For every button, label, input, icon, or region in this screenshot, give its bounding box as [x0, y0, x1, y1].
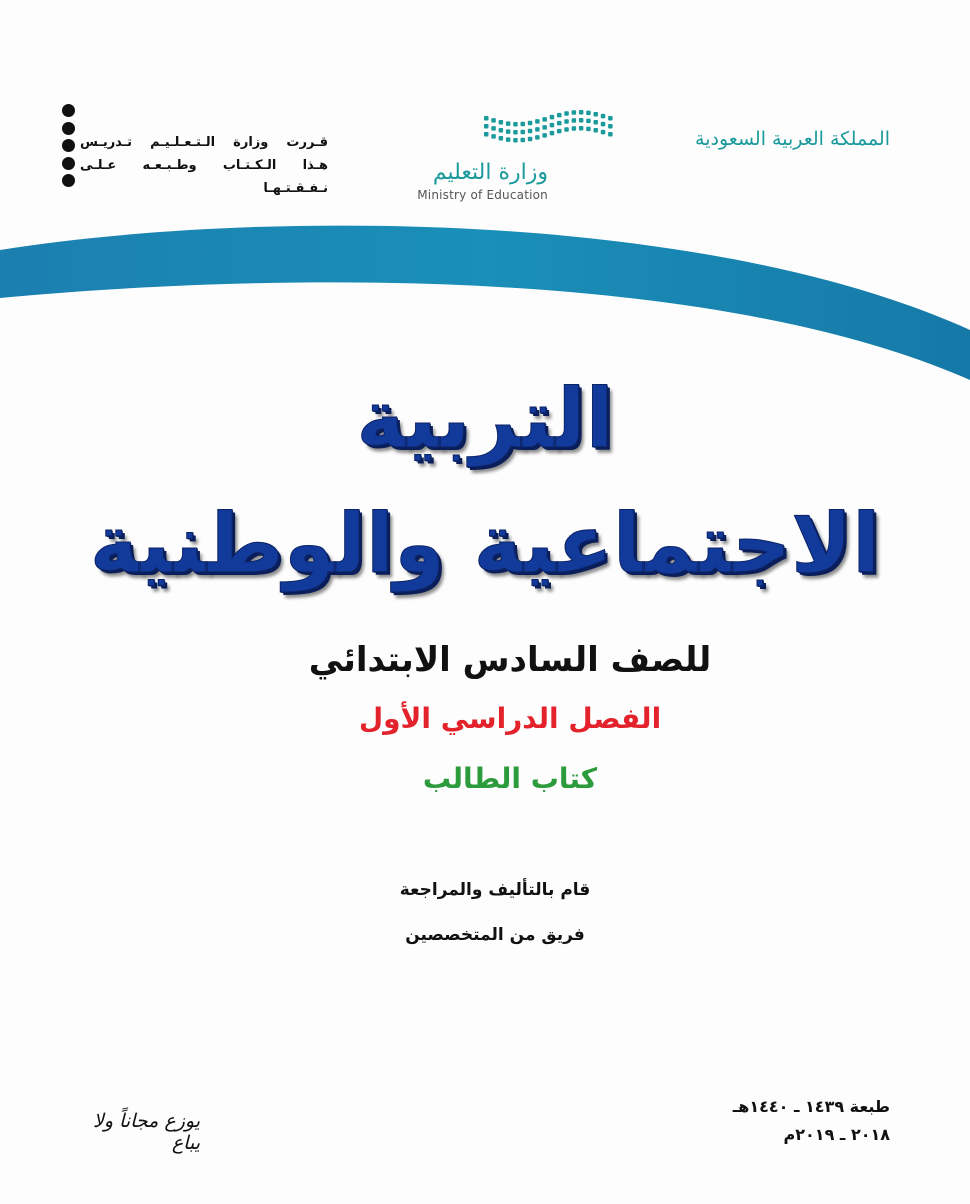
- book-type-label: كتاب الطالب: [422, 762, 598, 795]
- authors-line-1: قام بالتأليف والمراجعة: [399, 880, 591, 900]
- decree-line-2: هـذا الـكـتـاب وطـبـعـه عـلـى نـفـقـتـهـا: [80, 158, 328, 196]
- edition-hijri: طبعة ١٤٣٩ ـ ١٤٤٠هـ: [732, 1097, 890, 1116]
- free-distribution-note: يوزع مجاناً ولا يباع: [92, 1110, 200, 1154]
- kingdom-name: المملكة العربية السعودية: [695, 128, 890, 150]
- title-line-1: التربية: [356, 372, 614, 467]
- ministry-name-english: Ministry of Education: [417, 188, 548, 202]
- edition-gregorian: ٢٠١٨ ـ ٢٠١٩م: [783, 1125, 890, 1144]
- term-label: الفصل الدراسي الأول: [358, 702, 662, 735]
- bullet-dot: [62, 139, 75, 152]
- decree-line-1: قـررت وزارة الـتـعـلـيـم تـدريـس: [80, 135, 328, 150]
- authors-line-2: فريق من المتخصصين: [405, 925, 585, 945]
- bullet-dot: [62, 174, 75, 187]
- grade-label: للصف السادس الابتدائي: [308, 640, 712, 680]
- bullet-dot: [62, 157, 75, 170]
- ministry-name-arabic: وزارة التعليم: [432, 160, 548, 185]
- bullet-dot: [62, 122, 75, 135]
- ministry-logo-icon: [480, 104, 620, 154]
- title-line-2: الاجتماعية والوطنية: [89, 497, 881, 592]
- bullet-dot: [62, 104, 75, 117]
- edition-info: [690, 1093, 890, 1149]
- bullet-column: [62, 104, 78, 192]
- decree-text: [80, 131, 328, 200]
